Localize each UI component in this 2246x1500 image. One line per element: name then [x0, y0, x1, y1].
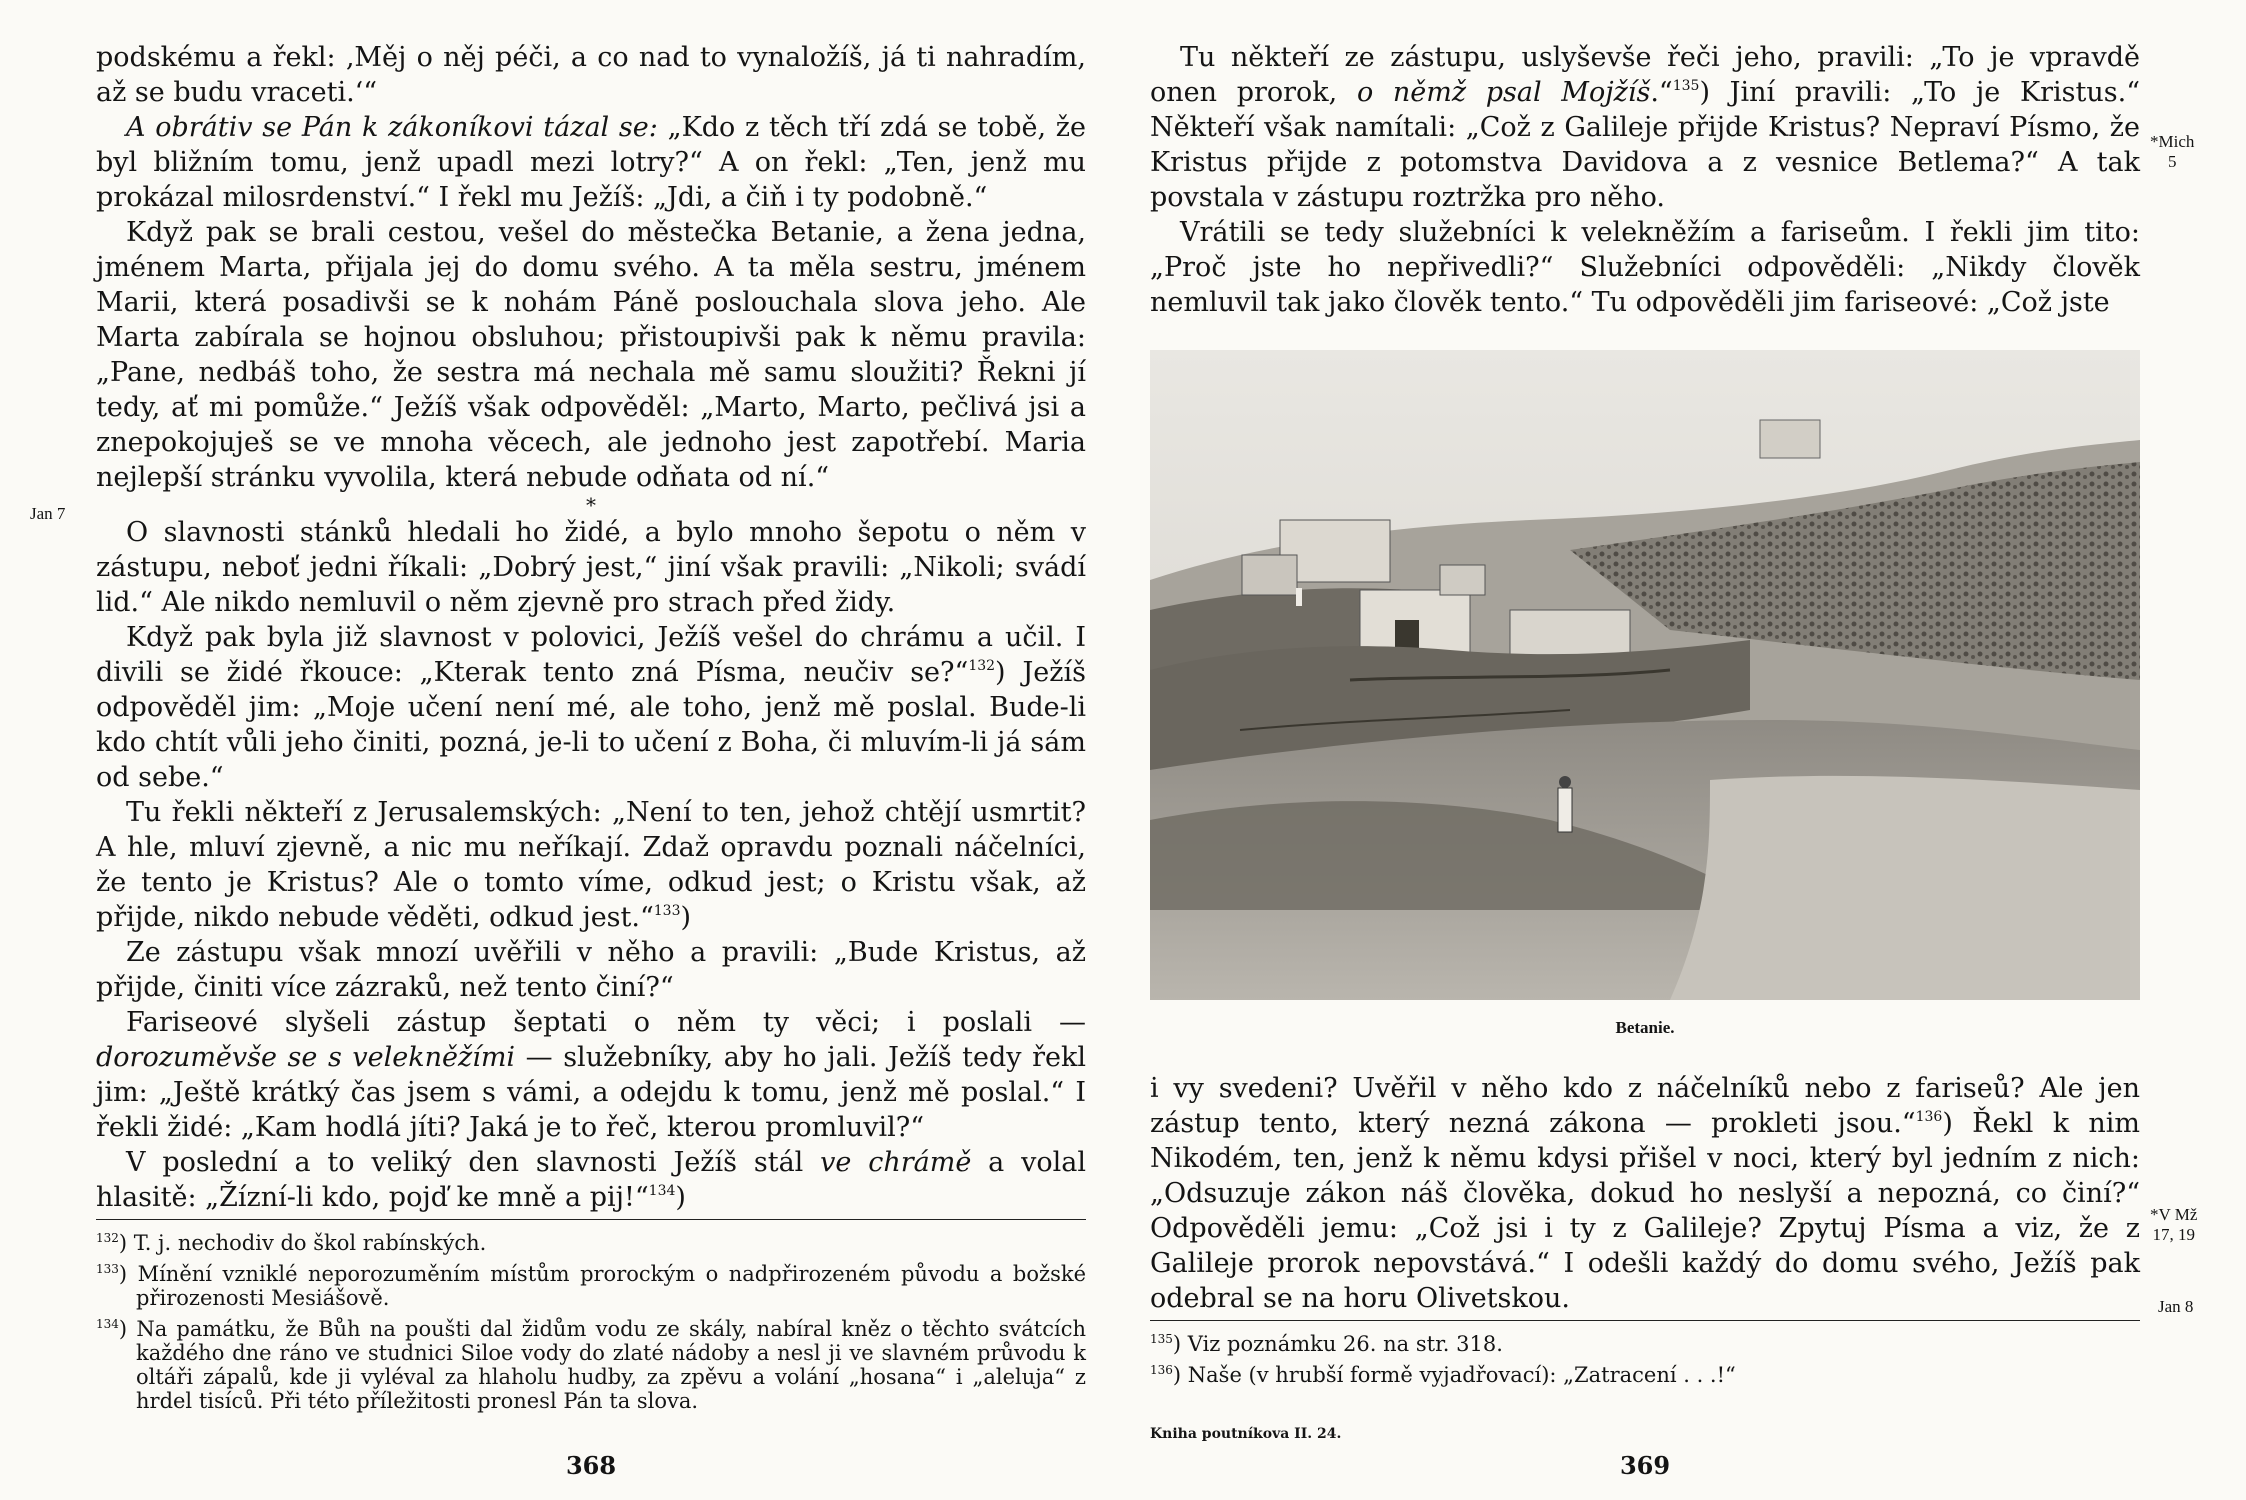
photo-caption: Betanie. [1615, 1018, 1675, 1037]
footnote-text: ) T. j. nechodiv do škol rabínských. [118, 1231, 487, 1255]
footnote-number: 133 [96, 1262, 119, 1276]
right-body-text [1150, 40, 2140, 1316]
footnote-text: ) Na památku, že Bůh na poušti dal židům vodu ze skály, nabíral kněz o těchto svátcích každého dne ráno ve studnici Siloe vody do zlaté nádoby a nesl ji ve slavném průvodu k oltáři zápalů, kde ji vyléval za hlaholu hudby, za zpěvu a volání „hosana“ i „aleluja“ z hrdel tisíců. Při této příležitosti pronesl Pán ta slova. [118, 1317, 1086, 1413]
section-marker: * [586, 493, 596, 517]
left-paragraph: Když pak byla již slavnost v polovici, Ježíš vešel do chrámu a učil. I divili se židé řkouce: „Kterak tento zná Písma, neučiv se?“$^{132}$) Ježíš odpověděl jim: „Moje učení není mé, ale toho, jenž mě poslal. Bude-li kdo chtít vůli jeho činiti, pozná, je-li to učení z Boha, či mluvím-li já sám od sebe.“ [96, 622, 1086, 793]
footnote-number: 132 [96, 1231, 119, 1245]
left-paragraph: podskému a řekl: ‚Měj o něj péči, a co nad to vynaložíš, já ti nahradím, až se budu vraceti.‘“ [96, 42, 1086, 108]
margin-note-mich: *Mich 5 [2150, 132, 2195, 171]
margin-note-v-mz: *V Mž 17, 19 [2150, 1205, 2198, 1244]
footnote [1150, 1358, 2140, 1387]
margin-note-jan8: Jan 8 [2158, 1297, 2194, 1316]
footnote [1150, 1327, 2140, 1356]
footnote-rule [96, 1219, 1086, 1220]
left-footnotes [96, 1226, 1086, 1413]
landscape-image [1150, 350, 2140, 1000]
footnote-rule [1150, 1320, 2140, 1321]
left-paragraph: O slavnosti stánků hledali ho židé, a bylo mnoho šepotu o něm v zástupu, neboť jedni říkali: „Dobrý jest,“ jiní však pravili: „Nikoli; svádí lid.“ Ale nikdo nemluvil o něm zjevně pro strach před židy. [96, 517, 1086, 618]
right-footnotes [1150, 1327, 2140, 1387]
page-number-left: 368 [565, 1451, 617, 1480]
left-page [96, 40, 1086, 1480]
left-paragraph: V poslední a to veliký den slavnosti Ježíš stál ve chrámě a volal hlasitě: „Žízní-li kdo, pojď ke mně a pij!“$^{134}$) [96, 1147, 1086, 1213]
right-paragraph: Tu někteří ze zástupu, uslyševše řeči jeho, pravili: „To je vpravdě onen prorok, o němž psal Mojžíš.“$^{135}$) Jiní pravili: „To je Kristus.“ Někteří však namítali: „Což z Galileje přijde Kristus? Nepraví Písmo, že Kristus přijde z potomstva Davidova a z vesnice Betlema?“ A tak povstala v zástupu roztržka pro něho. [1150, 42, 2141, 213]
left-paragraph: A obrátiv se Pán k zákoníkovi tázal se: „Kdo z těch tří zdá se tobě, že byl bližním tomu, jenž upadl mezi lotry?“ A on řekl: „Ten, jenž mu prokázal milosrdenství.“ I řekl mu Ježíš: „Jdi, a čiň i ty podobně.“ [96, 112, 1086, 213]
betanie-photo [1150, 350, 2140, 1045]
footnote-number: 134 [96, 1317, 119, 1331]
left-paragraph: Tu řekli někteří z Jerusalemských: „Není to ten, jehož chtějí usmrtit? A hle, mluví zjevně, a nic mu neříkají. Zdaž opravdu poznali náčelníci, že tento je Kristus? Ale o tomto víme, odkud jest; o Kristu však, až přijde, nikdo nebude věděti, odkud jest.“$^{133}$) [96, 797, 1086, 933]
footnote-number: 135 [1150, 1332, 1173, 1346]
right-page [1150, 40, 2140, 1480]
footnote-text: ) Naše (v hrubší formě vyjadřovací): „Zatracení . . .!“ [1172, 1363, 1736, 1387]
right-paragraph: Vrátili se tedy služebníci k velekněžím a fariseům. I řekli jim tito: „Proč jste ho nepřivedli?“ Služebníci odpověděli: „Nikdy člověk nemluvil tak jako člověk tento.“ Tu odpověděli jim fariseové: „Což jste [1150, 217, 2140, 318]
print-signature: Kniha poutníkova II. 24. [1150, 1426, 1342, 1442]
left-paragraph: Když pak se brali cestou, vešel do městečka Betanie, a žena jedna, jménem Marta, přijala jej do domu svého. A ta měla sestru, jménem Marii, která posadivši se k nohám Páně poslouchala slova jeho. Ale Marta zabírala se hojnou obsluhou; přistoupivši pak k němu pravila: „Pane, nedbáš toho, že sestra má nechala mě samu sloužiti? Řekni jí tedy, ať mi pomůže.“ Ježíš však odpověděl: „Marto, Marto, pečlivá jsi a znepokojuješ se ve mnoha věcech, ale jednoho jest zapotřebí. Maria nejlepší stránku vyvolila, která nebude odňata od ní.“ [96, 217, 1086, 493]
margin-note-jan7: Jan 7 [30, 504, 66, 523]
footnote [96, 1226, 1086, 1255]
left-body-text [96, 40, 1086, 1215]
footnote-number: 136 [1150, 1363, 1173, 1377]
footnote-text: ) Mínění vzniklé neporozuměním místům prorockým o nadpřirozeném původu a božské přirozenosti Mesiášově. [118, 1262, 1086, 1310]
footnote [96, 1312, 1086, 1413]
footnote-text: ) Viz poznámku 26. na str. 318. [1172, 1332, 1503, 1356]
left-paragraph: Ze zástupu však mnozí uvěřili v něho a pravili: „Bude Kristus, až přijde, činiti více zázraků, než tento činí?“ [96, 937, 1086, 1003]
page-number-right: 369 [1619, 1451, 1671, 1480]
footnote [96, 1257, 1086, 1310]
left-paragraph: Fariseové slyšeli zástup šeptati o něm ty věci; i poslali — dorozuměvše se s velekněžími — služebníky, aby ho jali. Ježíš tedy řekl jim: „Ještě krátký čas jsem s vámi, a odejdu k tomu, jenž mě poslal.“ I řekli židé: „Kam hodlá jíti? Jaká je to řeč, kterou promluvil?“ [96, 1007, 1086, 1143]
right-paragraph: i vy svedeni? Uvěřil v něho kdo z náčelníků nebo z fariseů? Ale jen zástup tento, který nezná zákona — prokleti jsou.“$^{136}$) Řekl k nim Nikodém, ten, jenž k němu kdysi přišel v noci, který byl jedním z nich: „Odsuzuje zákon náš člověka, dokud ho neslyší a nepozná, co činí?“ Odpověděli jemu: „Což jsi i ty z Galileje? Zpytuj Písma a viz, že z Galileje prorok nepovstává.“ I odešli každý do domu svého, Ježíš pak odebral se na horu Olivetskou. [1150, 1073, 2140, 1314]
